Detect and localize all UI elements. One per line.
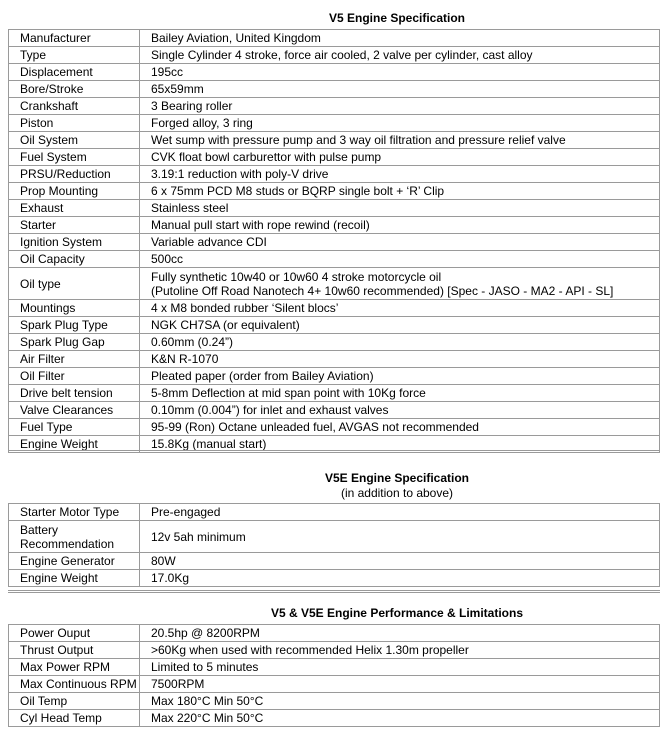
row-key: Ignition System [9,234,140,251]
table-row [9,149,660,166]
row-value: Single Cylinder 4 stroke, force air cooled, 2 valve per cylinder, cast alloy [140,47,660,64]
row-key: Oil type [9,268,140,300]
row-key: Type [9,47,140,64]
table-row [9,217,660,234]
row-key: Prop Mounting [9,183,140,200]
row-key: Engine Weight [9,436,140,453]
table-row [9,334,660,351]
table-row [9,115,660,132]
table-row [9,98,660,115]
row-key: PRSU/Reduction [9,166,140,183]
table-row [9,676,660,693]
table-row [9,570,660,587]
row-key: Exhaust [9,200,140,217]
row-value: 3.19:1 reduction with poly-V drive [140,166,660,183]
row-key: Starter Motor Type [9,504,140,521]
row-key: Valve Clearances [9,402,140,419]
v5-spec-table [8,29,660,453]
row-value: CVK float bowl carburettor with pulse pump [140,149,660,166]
row-key: Engine Generator [9,553,140,570]
row-key: Air Filter [9,351,140,368]
row-key: Engine Weight [9,570,140,587]
row-value: K&N R-1070 [140,351,660,368]
row-value: 20.5hp @ 8200RPM [140,625,660,642]
row-key: Power Ouput [9,625,140,642]
row-value: 80W [140,553,660,570]
v5e-spec-section [8,471,660,587]
table-row [9,351,660,368]
table-row [9,385,660,402]
row-value: NGK CH7SA (or equivalent) [140,317,660,334]
row-value: Wet sump with pressure pump and 3 way oil filtration and pressure relief valve [140,132,660,149]
table-row [9,47,660,64]
row-value: 12v 5ah minimum [140,521,660,553]
row-value-line: Fully synthetic 10w40 or 10w60 4 stroke motorcycle oil [151,269,442,284]
row-value: 95-99 (Ron) Octane unleaded fuel, AVGAS not recommended [140,419,660,436]
row-value: 15.8Kg (manual start) [140,436,660,453]
table-row [9,234,660,251]
row-key: Thrust Output [9,642,140,659]
perf-title: V5 & V5E Engine Performance & Limitations [270,606,524,620]
v5-spec-section [8,11,660,453]
table-row [9,317,660,334]
row-key: Fuel System [9,149,140,166]
table-row [9,368,660,385]
row-key: Battery Recommendation [9,521,140,553]
row-key: Displacement [9,64,140,81]
table-row [9,504,660,521]
row-value: Stainless steel [140,200,660,217]
row-value: Max 220°C Min 50°C [140,710,660,727]
table-row [9,200,660,217]
table-row [9,64,660,81]
row-value: 4 x M8 bonded rubber ‘Silent blocs’ [140,300,660,317]
table-row [9,710,660,727]
row-key: Crankshaft [9,98,140,115]
row-value: 6 x 75mm PCD M8 studs or BQRP single bolt + ‘R’ Clip [140,183,660,200]
row-key: Piston [9,115,140,132]
section-divider [8,590,660,593]
table-row [9,642,660,659]
row-key: Bore/Stroke [9,81,140,98]
row-value: 0.60mm (0.24”) [140,334,660,351]
row-key: Spark Plug Type [9,317,140,334]
table-row [9,132,660,149]
row-key: Starter [9,217,140,234]
table-row [9,659,660,676]
row-key: Oil Temp [9,693,140,710]
table-row [9,419,660,436]
table-row [9,300,660,317]
row-key: Mountings [9,300,140,317]
row-key: Fuel Type [9,419,140,436]
row-key: Spark Plug Gap [9,334,140,351]
v5e-spec-subtitle: (in addition to above) [340,486,454,500]
row-value: Limited to 5 minutes [140,659,660,676]
table-row [9,251,660,268]
table-row [9,553,660,570]
table-row [9,166,660,183]
table-row [9,521,660,553]
row-key: Drive belt tension [9,385,140,402]
row-value: 0.10mm (0.004”) for inlet and exhaust valves [140,402,660,419]
row-value: Forged alloy, 3 ring [140,115,660,132]
row-key: Oil Filter [9,368,140,385]
row-value: Max 180°C Min 50°C [140,693,660,710]
row-value-line: (Putoline Off Road Nanotech 4+ 10w60 recommended) [Spec - JASO - MA2 - API - SL] [151,283,614,298]
row-key: Oil System [9,132,140,149]
table-row [9,30,660,47]
section-divider [8,450,660,453]
table-row [9,268,660,300]
v5e-spec-table [8,503,660,587]
row-value: Pleated paper (order from Bailey Aviation) [140,368,660,385]
table-row [9,183,660,200]
table-row [9,81,660,98]
row-value: 5-8mm Deflection at mid span point with 10Kg force [140,385,660,402]
perf-table [8,624,660,727]
row-value: Bailey Aviation, United Kingdom [140,30,660,47]
row-value: Manual pull start with rope rewind (recoil) [140,217,660,234]
row-value: Variable advance CDI [140,234,660,251]
row-key: Cyl Head Temp [9,710,140,727]
row-value: 65x59mm [140,81,660,98]
table-row [9,693,660,710]
table-row [9,402,660,419]
row-key: Max Power RPM [9,659,140,676]
row-value: 195cc [140,64,660,81]
row-value: 7500RPM [140,676,660,693]
row-key: Manufacturer [9,30,140,47]
row-value [140,268,660,300]
v5-spec-title: V5 Engine Specification [328,11,466,25]
v5e-spec-title: V5E Engine Specification [324,471,470,485]
perf-section [8,606,660,727]
row-key: Oil Capacity [9,251,140,268]
row-value: 500cc [140,251,660,268]
row-value: 3 Bearing roller [140,98,660,115]
row-value: >60Kg when used with recommended Helix 1.30m propeller [140,642,660,659]
row-value: Pre-engaged [140,504,660,521]
row-value: 17.0Kg [140,570,660,587]
table-row [9,625,660,642]
row-key: Max Continuous RPM [9,676,140,693]
